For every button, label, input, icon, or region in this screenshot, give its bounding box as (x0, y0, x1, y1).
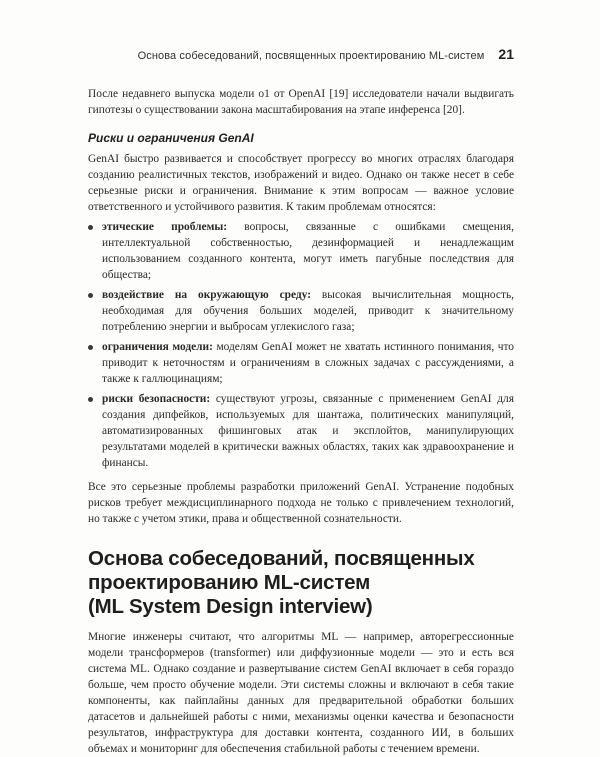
bullet-icon (88, 397, 93, 402)
list-item-term: этические проблемы: (102, 221, 228, 233)
section-heading-line: (ML System Design interview) (88, 595, 373, 618)
list-item-text: существуют угрозы, связанные с применением GenAI для создания дипфейков, используемых для шантажа, политических манипуляций, автоматизированных фишинговых атак и эксплойтов, манипулирующих результатами моделей в критически важных областях, таких как здравоохранение и финансы. (102, 393, 514, 469)
bullet-icon (88, 293, 93, 298)
list-item (88, 219, 514, 283)
list-item-text: вопросы, связанные с ошибками смещения, интеллектуальной собственностью, дезинформацией и ненадлежащим использованием созданного контента, могут иметь пагубные последствия для общества; (102, 221, 514, 281)
list-item-text: моделям GenAI может не хватать истинного понимания, что приводит к неточностям и ограничениям в сложных задачах с рассуждениями, а также к галлюцинациям; (102, 341, 514, 385)
list-item-text: высокая вычислительная мощность, необходимая для обучения больших моделей, приводит к значительному потреблению энергии и выбросам углекислого газа; (102, 289, 514, 333)
page-body (88, 86, 514, 757)
list-item (88, 391, 514, 471)
list-item (88, 287, 514, 335)
bullet-icon (88, 225, 93, 230)
list-item-term: ограничения модели: (102, 341, 213, 353)
section-heading (88, 547, 514, 619)
running-header-title: Основа собеседований, посвященных проектированию ML-систем (137, 50, 485, 62)
bullet-icon (88, 345, 93, 350)
section-heading-line: Основа собеседований, посвященных (88, 547, 475, 570)
page-number: 21 (498, 46, 514, 62)
risks-list (88, 219, 514, 471)
interview-paragraph: Многие инженеры считают, что алгоритмы ML — например, авторегрессионные модели трансформеров (transformer) или диффузионные модели — это и есть вся система ML. Однако создание и развертывание систем GenAI включает в себя гораздо больше, чем просто обучение модели. Эти системы сложны и включают в себя такие компоненты, как пайплайны данных для предварительной обработки больших датасетов и дальнейшей работы с ними, механизмы оценки качества и безопасности результатов, инфраструктура для доставки контента, созданного ИИ, в больших объемах и мониторинг для обеспечения стабильной работы с течением времени. (88, 631, 514, 755)
risks-paragraph: GenAI быстро развивается и способствует прогрессу во многих отраслях благодаря созданию реалистичных текстов, изображений и видео. Однако он также несет в себе серьезные риски и ограничения. Внимание к этим вопросам — важное условие ответственного и устойчивого развития. К таким проблемам относятся: (88, 153, 514, 213)
risks-closing-paragraph: Все это серьезные проблемы разработки приложений GenAI. Устранение подобных рисков требует междисциплинарного подхода не только с привлечением технологий, но также с учетом этики, права и общественной сознательности. (88, 481, 514, 525)
intro-paragraph: После недавнего выпуска модели o1 от OpenAI [19] исследователи начали выдвигать гипотезы о существовании закона масштабирования на этапе инференса [20]. (88, 88, 514, 116)
list-item-term: риски безопасности: (102, 393, 211, 405)
risks-heading: Риски и ограничения GenAI (88, 131, 254, 145)
section-heading-line: проектированию ML-систем (88, 571, 371, 594)
list-item (88, 339, 514, 387)
running-header (88, 46, 514, 62)
list-item-term: воздействие на окружающую среду: (102, 289, 311, 301)
